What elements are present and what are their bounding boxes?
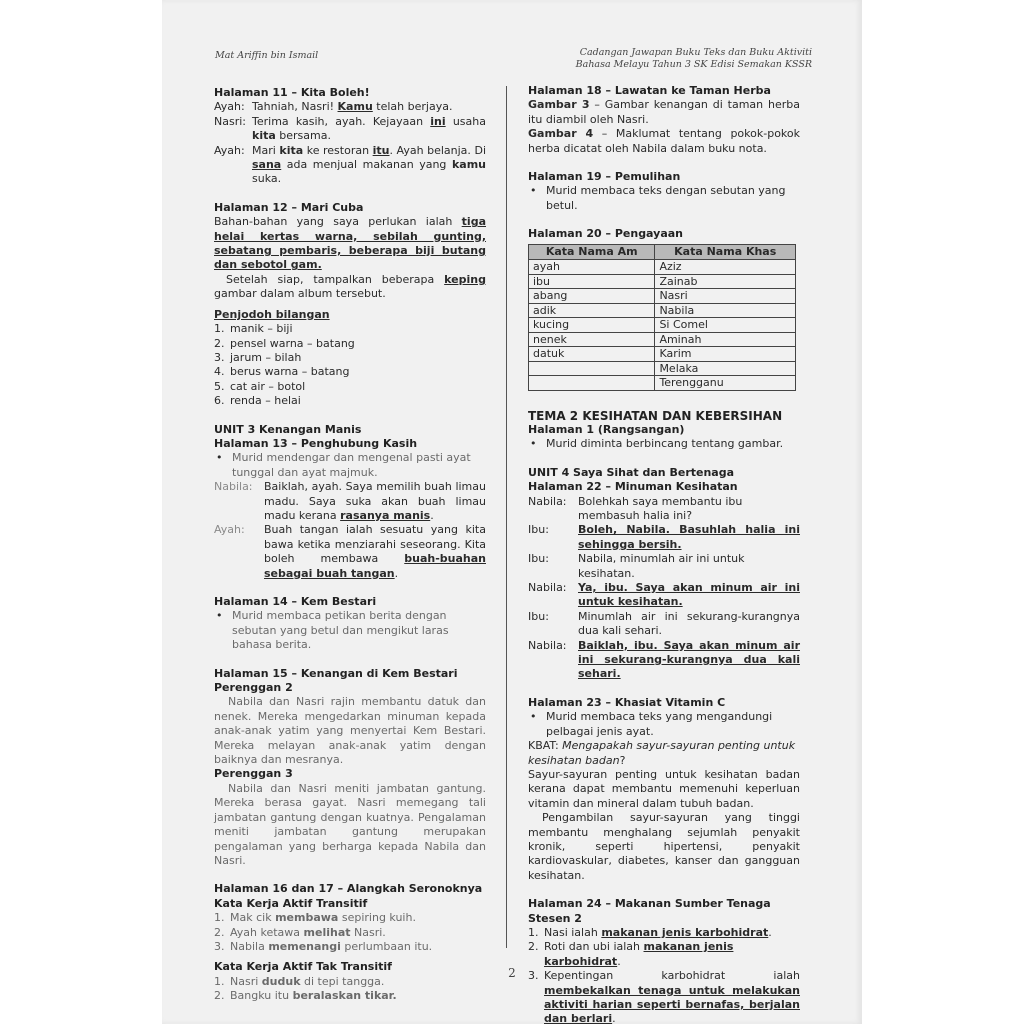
dialogue-line: [528, 552, 800, 581]
subheading-perenggan-3: Perenggan 3: [214, 767, 293, 781]
table-row: [529, 289, 796, 304]
dialogue-text: Baiklah, ayah. Saya memilih buah limau madu. Saya suka akan buah limau madu kerana rasanya manis.: [264, 480, 486, 522]
list-item: 1. Nasri duduk di tepi tangga.: [214, 974, 385, 988]
table-row: [529, 332, 796, 347]
section-heading-h14: Halaman 14 – Kem Bestari: [214, 595, 377, 608]
speaker-label: Ayah:: [214, 143, 245, 157]
dialogue-line: [528, 581, 800, 610]
table-cell: ibu: [529, 274, 655, 289]
column-header: Kata Nama Khas: [655, 244, 796, 259]
dialogue-line: [214, 480, 486, 523]
paragraph: Gambar 3 – Gambar kenangan di taman herba itu diambil oleh Nasri.: [528, 98, 800, 126]
list-item: 2. pensel warna – batang: [214, 336, 355, 350]
dialogue-text: Buah tangan ialah sesuatu yang kita bawa ketika menziarahi seseorang. Kita boleh membawa buah-buahan sebagai buah tangan.: [264, 523, 486, 580]
table-cell: Melaka: [655, 361, 796, 376]
table-row: [529, 303, 796, 318]
speaker-label: Ibu:: [528, 552, 549, 566]
table-cell: Zainab: [655, 274, 796, 289]
list-item: 2. Ayah ketawa melihat Nasri.: [214, 925, 386, 939]
bullet-item: • Murid membaca petikan berita dengan sebutan yang betul dan mengikut laras bahasa berita.: [216, 609, 449, 652]
section-heading-h24: Halaman 24 – Makanan Sumber Tenaga: [528, 897, 771, 911]
paragraph: Nabila dan Nasri rajin membantu datuk dan nenek. Mereka mengedarkan minuman kepada anak-anak yatim yang menyertai Kem Bestari. Mereka melayan anak-anak yatim dengan baiknya dan mesranya.: [214, 695, 486, 767]
paragraph: Nabila dan Nasri meniti jambatan gantung. Mereka berasa gayat. Nasri memegang tali jambatan gantung dengan kuatnya. Pengalaman meniti jambatan gantung merupakan pengalaman yang berharga kepada Nabila dan Nasri.: [214, 781, 486, 867]
list-item: 3. Nabila memenangi perlumbaan itu.: [214, 939, 433, 953]
section-heading-h20: Halaman 20 – Pengayaan: [528, 227, 683, 241]
bullet-item: • Murid mendengar dan mengenal pasti ayat tunggal dan ayat majmuk.: [216, 451, 471, 479]
table-cell: Aminah: [655, 332, 796, 347]
table-cell: abang: [529, 289, 655, 304]
list-item: 2. Bangku itu beralaskan tikar.: [214, 989, 397, 1003]
table-cell: Nabila: [655, 303, 796, 318]
unit-heading-4: UNIT 4 Saya Sihat dan Bertenaga: [528, 465, 735, 479]
dialogue-line: [528, 639, 800, 682]
dialogue-text: Nabila, minumlah air ini untuk kesihatan.: [578, 552, 745, 580]
section-heading-h19: Halaman 19 – Pemulihan: [528, 170, 681, 184]
speaker-label: Ibu:: [528, 609, 549, 623]
table-cell: kucing: [529, 318, 655, 333]
list-item: 4. berus warna – batang: [214, 365, 350, 379]
right-column: [528, 84, 800, 1027]
table-cell: nenek: [529, 332, 655, 347]
bullet-item: • Murid membaca teks dengan sebutan yang betul.: [530, 184, 786, 212]
table-row: [529, 318, 796, 333]
bullet-item: • Murid diminta berbincang tentang gambar.: [530, 437, 784, 451]
table-cell: [529, 376, 655, 391]
left-column: [214, 86, 486, 1004]
section-heading-h13: Halaman 13 – Penghubung Kasih: [214, 436, 418, 450]
dialogue-line: [214, 115, 486, 144]
column-header: Kata Nama Am: [529, 244, 655, 259]
page-number: 2: [508, 966, 516, 980]
table-row: [529, 274, 796, 289]
dialogue-line: [528, 523, 800, 552]
paragraph: Pengambilan sayur-sayuran yang tinggi membantu menghalang sejumlah penyakit kronik, seperti hipertensi, penyakit kardiovaskular, diabetes, kanser dan gangguan kesihatan.: [528, 811, 800, 882]
table-cell: Terengganu: [655, 376, 796, 391]
subheading-stesen-2: Stesen 2: [528, 911, 582, 925]
dialogue-text: Terima kasih, ayah. Kejayaan ini usaha kita bersama.: [252, 114, 486, 143]
dialogue-text: Mari kita ke restoran itu. Ayah belanja. Di sana ada menjual makanan yang kamu suka.: [252, 143, 486, 186]
dialogue-text: Minumlah air ini sekurang-kurangnya dua kali sehari.: [578, 609, 800, 638]
section-heading-h16: Halaman 16 dan 17 – Alangkah Seronoknya: [214, 882, 483, 896]
paragraph: Setelah siap, tampalkan beberapa keping gambar dalam album tersebut.: [214, 272, 486, 301]
table-cell: Nasri: [655, 289, 796, 304]
table-row: [529, 347, 796, 362]
speaker-label: Nabila:: [214, 480, 253, 494]
subheading-transitif: Kata Kerja Aktif Transitif: [214, 896, 368, 910]
dialogue-line: [214, 523, 486, 581]
section-heading-h11: Halaman 11 – Kita Boleh!: [214, 86, 370, 99]
subheading-penjodoh: Penjodoh bilangan: [214, 307, 330, 321]
table-cell: adik: [529, 303, 655, 318]
list-item: 1. Mak cik membawa sepiring kuih.: [214, 911, 416, 925]
section-heading-h22: Halaman 22 – Minuman Kesihatan: [528, 480, 738, 494]
table-cell: Karim: [655, 347, 796, 362]
table-cell: ayah: [529, 260, 655, 275]
list-item: 3. jarum – bilah: [214, 350, 302, 364]
section-heading-h1: Halaman 1 (Rangsangan): [528, 422, 685, 436]
list-item: 2. Roti dan ubi ialah makanan jenis karbohidrat.: [528, 940, 734, 968]
table-cell: datuk: [529, 347, 655, 362]
speaker-label: Ayah:: [214, 523, 245, 537]
table-row: [529, 376, 796, 391]
kbat-question: KBAT: Mengapakah sayur-sayuran penting untuk kesihatan badan?: [528, 739, 796, 767]
speaker-label: Ibu:: [528, 523, 549, 537]
list-item: 6. renda – helai: [214, 394, 301, 408]
table-cell: Si Comel: [655, 318, 796, 333]
speaker-label: Nabila:: [528, 494, 567, 508]
section-heading-h18: Halaman 18 – Lawatan ke Taman Herba: [528, 84, 771, 97]
list-item: 1. manik – biji: [214, 322, 293, 336]
header-title-line-2: Bahasa Melayu Tahun 3 SK Edisi Semakan KSSR: [575, 59, 812, 70]
speaker-label: Nasri:: [214, 114, 246, 128]
dialogue-line: [528, 495, 800, 524]
numbered-list: [214, 322, 486, 408]
paragraph: Gambar 4 – Maklumat tentang pokok-pokok herba dicatat oleh Nabila dalam buku nota.: [528, 127, 800, 155]
dialogue-line: [214, 100, 486, 114]
table-row: [529, 361, 796, 376]
header-author: Mat Ariffin bin Ismail: [215, 50, 319, 61]
paragraph: Sayur-sayuran penting untuk kesihatan badan kerana dapat membantu memenuhi keperluan vitamin dan mineral dalam tubuh badan.: [528, 767, 800, 810]
table-cell: Aziz: [655, 260, 796, 275]
speaker-label: Nabila:: [528, 581, 567, 595]
table-row: [529, 260, 796, 275]
subheading-tak-transitif: Kata Kerja Aktif Tak Transitif: [214, 960, 392, 974]
column-divider: [506, 86, 507, 948]
speaker-label: Ayah:: [214, 100, 245, 114]
speaker-label: Nabila:: [528, 638, 567, 652]
paragraph: Bahan-bahan yang saya perlukan ialah tiga helai kertas warna, sebilah gunting, sebatang pembaris, beberapa biji butang dan sebotol gam.: [214, 215, 486, 272]
unit-heading-3: UNIT 3 Kenangan Manis: [214, 422, 362, 436]
subheading-perenggan-2: Perenggan 2: [214, 681, 293, 695]
table-cell: [529, 361, 655, 376]
section-heading-h15: Halaman 15 – Kenangan di Kem Bestari: [214, 666, 458, 680]
header-title-line-1: Cadangan Jawapan Buku Teks dan Buku Aktiviti: [579, 47, 812, 58]
dialogue-text: Bolehkah saya membantu ibu membasuh halia ini?: [578, 494, 743, 522]
dialogue-text: Baiklah, ibu. Saya akan minum air ini sekurang-kurangnya dua kali sehari.: [578, 638, 800, 681]
list-item: 1. Nasi ialah makanan jenis karbohidrat.: [528, 925, 772, 939]
bullet-item: • Murid membaca teks yang mengandungi pelbagai jenis ayat.: [530, 710, 773, 738]
list-item: 3. Kepentingan karbohidrat ialah membekalkan tenaga untuk melakukan aktiviti harian seperti bernafas, berjalan dan berlari.: [528, 969, 800, 1026]
dialogue-text: Boleh, Nabila. Basuhlah halia ini sehingga bersih.: [578, 523, 800, 551]
dialogue-text: Tahniah, Nasri! Kamu telah berjaya.: [252, 100, 453, 114]
header-book-title: [576, 47, 812, 71]
dialogue-line: [214, 144, 486, 187]
table-header-row: [529, 244, 796, 259]
dialogue-text: Ya, ibu. Saya akan minum air ini untuk kesihatan.: [578, 581, 800, 609]
dialogue-line: [528, 610, 800, 639]
section-heading-h23: Halaman 23 – Khasiat Vitamin C: [528, 695, 726, 709]
noun-table: [528, 244, 796, 391]
section-heading-h12: Halaman 12 – Mari Cuba: [214, 200, 364, 214]
theme-heading-2: TEMA 2 KESIHATAN DAN KEBERSIHAN: [528, 408, 783, 423]
list-item: 5. cat air – botol: [214, 379, 306, 393]
